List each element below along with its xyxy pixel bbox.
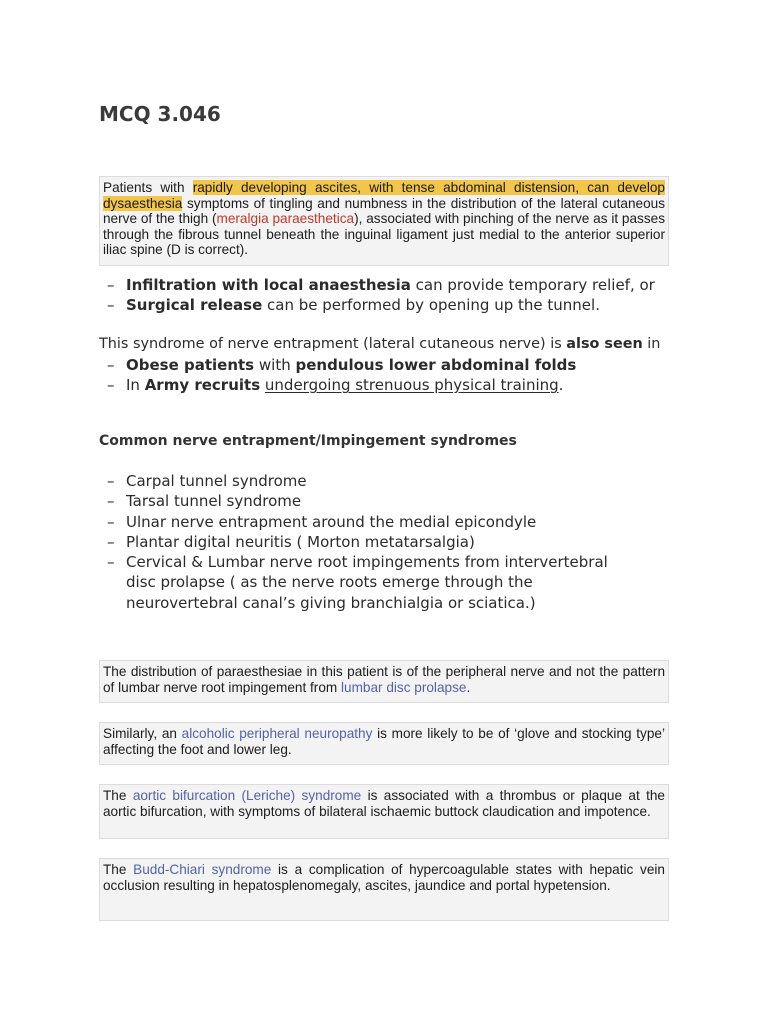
item-text: can provide temporary relief, or — [410, 276, 655, 294]
excerpt-text: symptoms of tingling and numbness in the distribution of the lateral cutaneous nerve of the thigh ( — [103, 195, 665, 226]
budd-chiari-term: Budd-Chiari syndrome — [133, 862, 272, 877]
paragraph-bold: also seen — [566, 336, 643, 352]
neuropathy-term: alcoholic peripheral neuropathy — [181, 726, 373, 741]
item-bold: Obese patients — [126, 356, 255, 374]
item-text: can be performed by opening up the tunnel. — [262, 296, 600, 315]
item-bold: Infiltration with local anaesthesia — [126, 276, 411, 294]
excerpt-text: ), associated with pinching of the nerve as it passes through the fibrous tunnel beneath the inguinal ligament just medial to the anterior superior iliac spine (D is correct). — [103, 211, 666, 257]
excerpt-text: Patients with — [103, 180, 193, 195]
syndrome-list — [99, 471, 639, 613]
highlighted-text: dysaesthesia — [103, 195, 183, 211]
item-bold: pendulous lower abdominal folds — [295, 356, 577, 374]
excerpt-text: The — [103, 862, 134, 877]
excerpt-text: The distribution of paraesthesiae in this patient is of the peripheral nerve and not the pattern of lumbar nerve root impingement from — [103, 664, 665, 695]
excerpt-text: The — [103, 788, 133, 803]
excerpt-text: is a complication of hypercoagulable states with hepatic vein occlusion resulting in hepatosplenomegaly, ascites, jaundice and portal hypetension. — [103, 862, 665, 893]
excerpt-budd-chiari — [99, 858, 669, 921]
meralgia-term: meralgia paraesthetica — [216, 211, 355, 226]
list-item — [99, 275, 699, 295]
also-seen-paragraph — [99, 334, 719, 354]
item-bold: Army recruits — [144, 376, 261, 395]
item-text: In — [126, 376, 145, 395]
item-bold: Surgical release — [126, 296, 263, 315]
excerpt-leriche — [99, 784, 669, 839]
list-item — [99, 355, 719, 375]
list-item: – Ulnar nerve entrapment around the medial epicondyle — [99, 512, 639, 532]
section-heading: Common nerve entrapment/Impingement syndromes — [99, 433, 517, 449]
also-seen-list — [99, 355, 719, 396]
excerpt-neuropathy — [99, 722, 669, 765]
item-text: . — [558, 376, 564, 395]
list-item: – Cervical & Lumbar nerve root impingements from intervertebral disc prolapse ( as the nerve roots emerge through the neurovertebral canal’s giving branchialgia or sciatica.) — [99, 552, 639, 613]
highlighted-text: rapidly developing ascites, with tense abdominal distension, can develop — [192, 180, 665, 195]
list-item — [99, 375, 719, 395]
leriche-term: aortic bifurcation (Leriche) syndrome — [132, 788, 362, 803]
item-text: with — [254, 356, 296, 374]
list-item: – Tarsal tunnel syndrome — [99, 491, 639, 511]
page-title: MCQ 3.046 — [99, 102, 221, 126]
list-item: – Carpal tunnel syndrome — [99, 471, 639, 491]
paragraph-text: in — [642, 336, 661, 352]
list-item: – Plantar digital neuritis ( Morton metatarsalgia) — [99, 532, 639, 552]
paragraph-text: This syndrome of nerve entrapment (lateral cutaneous nerve) is — [99, 336, 567, 352]
excerpt-lumbar — [99, 660, 669, 703]
lumbar-term: lumbar disc prolapse — [341, 679, 467, 695]
excerpt-text: . — [466, 679, 471, 695]
item-underlined: undergoing strenuous physical training — [264, 376, 559, 395]
treatment-list — [99, 275, 699, 316]
excerpt-text: is associated with a thrombus or plaque at the aortic bifurcation, with symptoms of bilateral ischaemic buttock claudication and impotence. — [103, 788, 665, 819]
excerpt-text: is more likely to be of ‘glove and stocking type’ affecting the foot and lower leg. — [103, 726, 665, 757]
list-item — [99, 295, 699, 315]
excerpt-text: Similarly, an — [103, 726, 182, 741]
excerpt-meralgia — [99, 176, 669, 266]
